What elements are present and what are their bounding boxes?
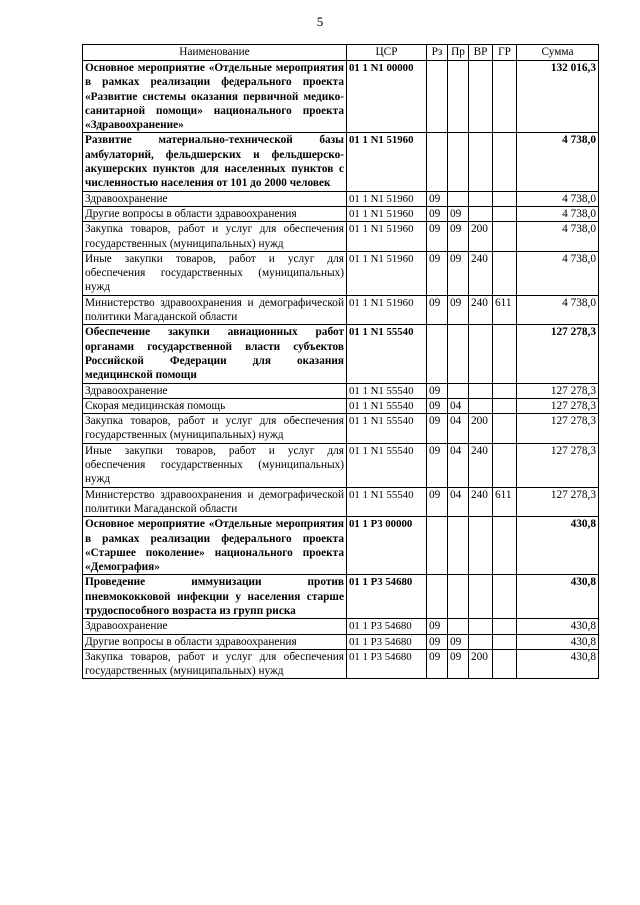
table-row xyxy=(83,251,599,295)
cell-sum: 4 738,0 xyxy=(517,206,599,221)
cell-csr: 01 1 P3 54680 xyxy=(347,619,427,634)
cell-csr: 01 1 P3 54680 xyxy=(347,649,427,679)
cell-csr: 01 1 N1 55540 xyxy=(347,487,427,517)
cell-csr: 01 1 N1 51960 xyxy=(347,222,427,252)
cell-csr: 01 1 P3 00000 xyxy=(347,517,427,575)
cell-sum: 127 278,3 xyxy=(517,325,599,383)
cell-csr: 01 1 N1 51960 xyxy=(347,133,427,191)
cell-csr: 01 1 N1 55540 xyxy=(347,443,427,487)
cell-name: Скорая медицинская помощь xyxy=(83,398,347,413)
cell-vr: 200 xyxy=(469,414,493,444)
cell-vr xyxy=(469,61,493,133)
cell-vr xyxy=(469,398,493,413)
cell-gr xyxy=(493,634,517,649)
cell-gr xyxy=(493,251,517,295)
cell-name: Иные закупки товаров, работ и услуг для обеспечения государственных (муниципальных) нужд xyxy=(83,251,347,295)
table-header-row xyxy=(83,45,599,61)
cell-csr: 01 1 N1 51960 xyxy=(347,191,427,206)
cell-gr xyxy=(493,649,517,679)
cell-name: Проведение иммунизации против пневмококковой инфекции у населения старше трудоспособного возраста из групп риска xyxy=(83,575,347,619)
column-header-csr: ЦСР xyxy=(347,45,427,61)
cell-pr: 09 xyxy=(448,634,469,649)
cell-vr xyxy=(469,575,493,619)
cell-gr: 611 xyxy=(493,487,517,517)
cell-sum: 430,8 xyxy=(517,619,599,634)
cell-rz: 09 xyxy=(427,414,448,444)
column-header-name: Наименование xyxy=(83,45,347,61)
cell-csr: 01 1 N1 51960 xyxy=(347,295,427,325)
cell-vr xyxy=(469,133,493,191)
table-row xyxy=(83,61,599,133)
cell-csr: 01 1 N1 55540 xyxy=(347,325,427,383)
table-row xyxy=(83,619,599,634)
cell-gr xyxy=(493,206,517,221)
cell-pr: 09 xyxy=(448,295,469,325)
cell-vr xyxy=(469,325,493,383)
budget-table xyxy=(82,44,599,679)
cell-gr xyxy=(493,383,517,398)
cell-rz: 09 xyxy=(427,634,448,649)
cell-name: Здравоохранение xyxy=(83,619,347,634)
cell-csr: 01 1 N1 51960 xyxy=(347,251,427,295)
cell-vr xyxy=(469,383,493,398)
cell-name: Развитие материально-технической базы амбулаторий, фельдшерских и фельдшерско-акушерских пунктов для населенных пунктов с численностью населения от 101 до 2000 человек xyxy=(83,133,347,191)
cell-sum: 127 278,3 xyxy=(517,487,599,517)
table-row xyxy=(83,295,599,325)
cell-gr xyxy=(493,191,517,206)
cell-rz: 09 xyxy=(427,251,448,295)
cell-sum: 132 016,3 xyxy=(517,61,599,133)
cell-pr xyxy=(448,517,469,575)
cell-rz xyxy=(427,325,448,383)
cell-sum: 4 738,0 xyxy=(517,295,599,325)
cell-rz xyxy=(427,133,448,191)
cell-name: Иные закупки товаров, работ и услуг для обеспечения государственных (муниципальных) нужд xyxy=(83,443,347,487)
cell-sum: 4 738,0 xyxy=(517,191,599,206)
cell-rz xyxy=(427,575,448,619)
cell-gr xyxy=(493,517,517,575)
table-row xyxy=(83,325,599,383)
cell-pr: 09 xyxy=(448,649,469,679)
column-header-vr: ВР xyxy=(469,45,493,61)
cell-sum: 127 278,3 xyxy=(517,414,599,444)
cell-csr: 01 1 N1 55540 xyxy=(347,383,427,398)
cell-pr: 09 xyxy=(448,206,469,221)
cell-vr: 240 xyxy=(469,295,493,325)
cell-pr xyxy=(448,133,469,191)
cell-rz: 09 xyxy=(427,295,448,325)
cell-sum: 430,8 xyxy=(517,649,599,679)
cell-rz xyxy=(427,517,448,575)
cell-csr: 01 1 N1 55540 xyxy=(347,398,427,413)
cell-pr: 09 xyxy=(448,222,469,252)
cell-sum: 430,8 xyxy=(517,575,599,619)
table-row xyxy=(83,517,599,575)
cell-name: Основное мероприятие «Отдельные мероприятия в рамках реализации федерального проекта «Развитие системы оказания первичной медико-санитарной помощи» национального проекта «Здравоохранение» xyxy=(83,61,347,133)
cell-sum: 127 278,3 xyxy=(517,443,599,487)
cell-vr: 240 xyxy=(469,487,493,517)
cell-name: Закупка товаров, работ и услуг для обеспечения государственных (муниципальных) нужд xyxy=(83,414,347,444)
cell-csr: 01 1 P3 54680 xyxy=(347,634,427,649)
table-body xyxy=(83,61,599,679)
cell-pr xyxy=(448,325,469,383)
cell-rz: 09 xyxy=(427,383,448,398)
cell-pr: 04 xyxy=(448,487,469,517)
cell-gr xyxy=(493,325,517,383)
cell-sum: 430,8 xyxy=(517,634,599,649)
table-row xyxy=(83,414,599,444)
cell-csr: 01 1 N1 51960 xyxy=(347,206,427,221)
cell-rz: 09 xyxy=(427,443,448,487)
table-row xyxy=(83,443,599,487)
cell-gr xyxy=(493,619,517,634)
cell-sum: 430,8 xyxy=(517,517,599,575)
table-row xyxy=(83,191,599,206)
cell-name: Министерство здравоохранения и демографической политики Магаданской области xyxy=(83,295,347,325)
cell-sum: 4 738,0 xyxy=(517,222,599,252)
cell-vr: 200 xyxy=(469,222,493,252)
cell-vr xyxy=(469,619,493,634)
table-row xyxy=(83,398,599,413)
cell-rz xyxy=(427,61,448,133)
cell-rz: 09 xyxy=(427,206,448,221)
page-number: 5 xyxy=(316,14,324,29)
cell-pr xyxy=(448,61,469,133)
cell-rz: 09 xyxy=(427,222,448,252)
cell-name: Основное мероприятие «Отдельные мероприятия в рамках реализации федерального проекта «Старшее поколение» национального проекта «Демография» xyxy=(83,517,347,575)
cell-name: Другие вопросы в области здравоохранения xyxy=(83,206,347,221)
cell-sum: 4 738,0 xyxy=(517,251,599,295)
column-header-pr: Пр xyxy=(448,45,469,61)
cell-name: Другие вопросы в области здравоохранения xyxy=(83,634,347,649)
cell-gr xyxy=(493,133,517,191)
column-header-sum: Сумма xyxy=(517,45,599,61)
cell-vr xyxy=(469,517,493,575)
cell-gr: 611 xyxy=(493,295,517,325)
table-row xyxy=(83,487,599,517)
cell-name: Обеспечение закупки авиационных работ органами государственной власти субъектов Российской Федерации для оказания медицинской помощи xyxy=(83,325,347,383)
cell-name: Здравоохранение xyxy=(83,191,347,206)
cell-rz: 09 xyxy=(427,487,448,517)
cell-csr: 01 1 N1 55540 xyxy=(347,414,427,444)
cell-csr: 01 1 P3 54680 xyxy=(347,575,427,619)
table-row xyxy=(83,575,599,619)
cell-csr: 01 1 N1 00000 xyxy=(347,61,427,133)
cell-rz: 09 xyxy=(427,398,448,413)
table-row xyxy=(83,206,599,221)
cell-name: Закупка товаров, работ и услуг для обеспечения государственных (муниципальных) нужд xyxy=(83,649,347,679)
cell-sum: 127 278,3 xyxy=(517,383,599,398)
cell-vr xyxy=(469,634,493,649)
cell-pr: 09 xyxy=(448,251,469,295)
cell-pr: 04 xyxy=(448,443,469,487)
cell-gr xyxy=(493,398,517,413)
cell-vr xyxy=(469,206,493,221)
cell-gr xyxy=(493,414,517,444)
cell-pr xyxy=(448,619,469,634)
cell-name: Министерство здравоохранения и демографической политики Магаданской области xyxy=(83,487,347,517)
cell-pr xyxy=(448,575,469,619)
cell-sum: 127 278,3 xyxy=(517,398,599,413)
column-header-rz: Рз xyxy=(427,45,448,61)
cell-vr: 240 xyxy=(469,251,493,295)
table-row xyxy=(83,634,599,649)
cell-pr: 04 xyxy=(448,414,469,444)
table-row xyxy=(83,383,599,398)
cell-pr xyxy=(448,191,469,206)
cell-name: Здравоохранение xyxy=(83,383,347,398)
cell-vr: 240 xyxy=(469,443,493,487)
cell-vr: 200 xyxy=(469,649,493,679)
cell-vr xyxy=(469,191,493,206)
table-row xyxy=(83,649,599,679)
cell-rz: 09 xyxy=(427,649,448,679)
cell-pr: 04 xyxy=(448,398,469,413)
column-header-gr: ГР xyxy=(493,45,517,61)
cell-sum: 4 738,0 xyxy=(517,133,599,191)
cell-gr xyxy=(493,61,517,133)
table-row xyxy=(83,222,599,252)
cell-pr xyxy=(448,383,469,398)
table-row xyxy=(83,133,599,191)
cell-rz: 09 xyxy=(427,191,448,206)
cell-name: Закупка товаров, работ и услуг для обеспечения государственных (муниципальных) нужд xyxy=(83,222,347,252)
cell-gr xyxy=(493,575,517,619)
cell-gr xyxy=(493,443,517,487)
cell-rz: 09 xyxy=(427,619,448,634)
cell-gr xyxy=(493,222,517,252)
